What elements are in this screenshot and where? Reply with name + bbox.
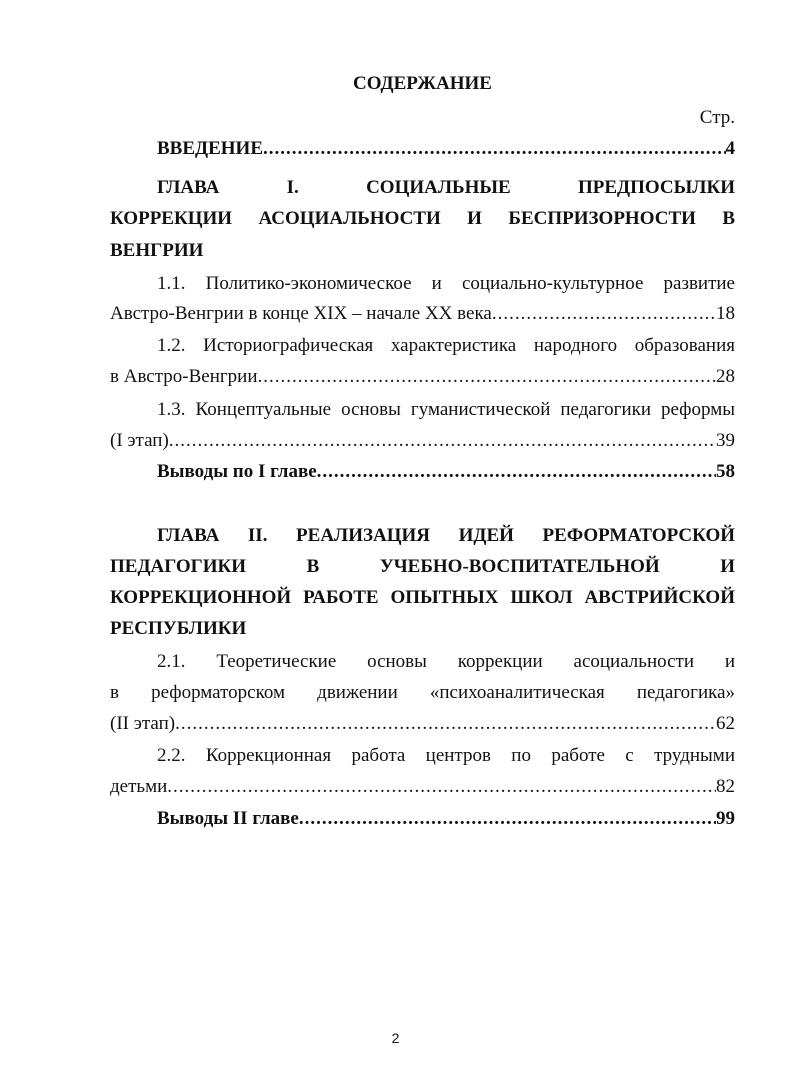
page-title: СОДЕРЖАНИЕ	[353, 73, 492, 94]
chapter-heading-line: РЕСПУБЛИКИ	[110, 618, 247, 639]
chapter-heading-line: КОРРЕКЦИОННОЙ РАБОТЕ ОПЫТНЫХ ШКОЛ АВСТРИЙСКОЙ	[110, 587, 735, 608]
toc-entry-1-2[interactable]	[110, 361, 735, 392]
toc-entry-line[interactable]: 2.1. Теоретические основы коррекции асоциальности и	[157, 651, 735, 672]
toc-entry-label: (I этап)	[110, 430, 169, 451]
toc-entry-introduction[interactable]	[157, 133, 735, 164]
dot-leader	[167, 771, 716, 802]
toc-entry-page: 99	[716, 808, 735, 829]
page-number: 2	[391, 1030, 400, 1046]
toc-entry-2-1[interactable]	[110, 708, 735, 739]
toc-entry-chapter2-conclusions[interactable]	[157, 803, 735, 834]
dot-leader	[492, 298, 716, 329]
toc-entry-page: 58	[716, 461, 735, 482]
page-column-label: Стр.	[699, 107, 735, 128]
toc-entry-line[interactable]: в реформаторском движении «психоаналитическая педагогика»	[110, 682, 735, 703]
toc-entry-page: 28	[716, 366, 735, 387]
dot-leader	[317, 456, 716, 487]
chapter-heading-line: ВЕНГРИИ	[110, 240, 204, 261]
dot-leader	[263, 133, 726, 164]
toc-entry-line[interactable]: 1.2. Историографическая характеристика народного образования	[157, 335, 735, 356]
toc-entry-label: ВВЕДЕНИЕ	[157, 138, 263, 159]
toc-entry-chapter1-conclusions[interactable]	[157, 456, 735, 487]
dot-leader	[169, 425, 716, 456]
chapter-heading-line: КОРРЕКЦИИ АСОЦИАЛЬНОСТИ И БЕСПРИЗОРНОСТИ В	[110, 208, 735, 229]
toc-entry-page: 18	[716, 303, 735, 324]
dot-leader	[299, 803, 716, 834]
toc-entry-label: в Австро-Венгрии	[110, 366, 258, 387]
toc-entry-1-1[interactable]	[110, 298, 735, 329]
toc-entry-label: Выводы по I главе	[157, 461, 317, 482]
toc-entry-2-2[interactable]	[110, 771, 735, 802]
toc-entry-line[interactable]: 1.3. Концептуальные основы гуманистической педагогики реформы	[157, 399, 735, 420]
toc-entry-1-3[interactable]	[110, 425, 735, 456]
chapter-heading-line: ГЛАВА I. СОЦИАЛЬНЫЕ ПРЕДПОСЫЛКИ	[157, 177, 735, 198]
toc-entry-label: (II этап)	[110, 713, 176, 734]
toc-entry-page: 4	[725, 138, 735, 159]
toc-entry-page: 82	[716, 776, 735, 797]
toc-entry-line[interactable]: 2.2. Коррекционная работа центров по работе с трудными	[157, 745, 735, 766]
toc-entry-label: детьми	[110, 776, 168, 797]
toc-entry-label: Выводы II главе	[157, 808, 299, 829]
chapter-heading-line: ГЛАВА II. РЕАЛИЗАЦИЯ ИДЕЙ РЕФОРМАТОРСКОЙ	[157, 525, 735, 546]
toc-entry-page: 62	[716, 713, 735, 734]
chapter-heading-line: ПЕДАГОГИКИ В УЧЕБНО-ВОСПИТАТЕЛЬНОЙ И	[110, 556, 735, 577]
toc-entry-page: 39	[716, 430, 735, 451]
toc-entry-label: Австро-Венгрии в конце XIX – начале XX века	[110, 303, 492, 324]
dot-leader	[258, 361, 716, 392]
toc-entry-line[interactable]: 1.1. Политико-экономическое и социально-культурное развитие	[157, 273, 735, 294]
dot-leader	[175, 708, 716, 739]
